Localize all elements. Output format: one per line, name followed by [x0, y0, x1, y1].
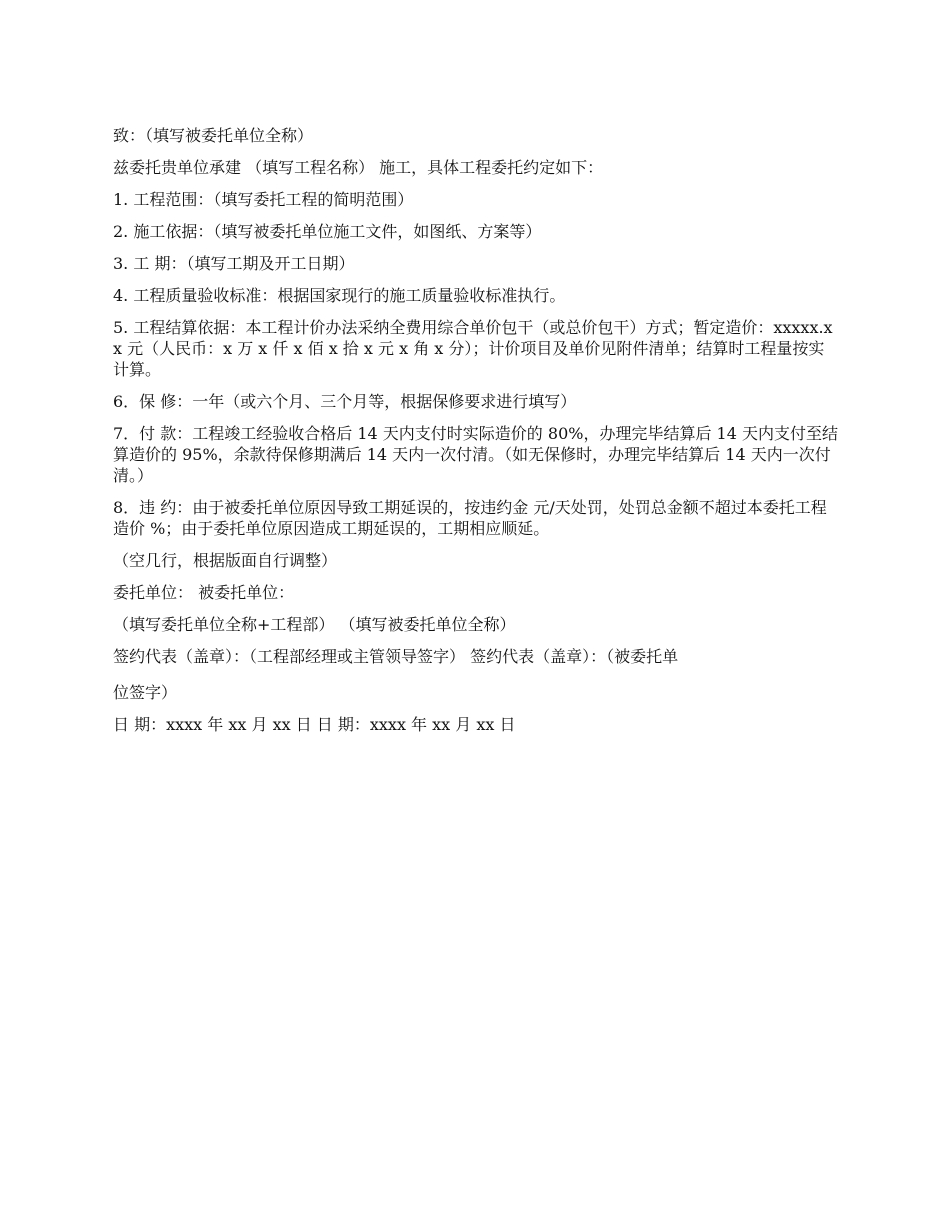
signature-line: 签约代表（盖章）：（工程部经理或主管领导签字） 签约代表（盖章）：（被委托单 — [113, 647, 679, 666]
clause-payment: 7．付 款：工程竣工经验收合格后 14 天内支付时实际造价的 80%，办理完毕结算后 14 天内支付至结算造价的 95%，余款待保修期满后 14 天内一次付清。（如无保修时，办理完毕结算后 14 天内一次付清。） — [113, 424, 838, 485]
clause-breach: 8．违 约：由于被委托单位原因导致工期延误的，按违约金 元/天处罚，处罚总金额不超过本委托工程造价 %；由于委托单位原因造成工期延误的，工期相应顺延。 — [113, 498, 827, 538]
clause-basis: 2. 施工依据：（填写被委托单位施工文件，如图纸、方案等） — [113, 222, 542, 241]
signature-line-continued: 位签字） — [113, 683, 178, 702]
clause-period: 3. 工 期：（填写工期及开工日期） — [113, 254, 355, 273]
parties-label-line: 委托单位： 被委托单位： — [113, 583, 295, 602]
parties-name-line: （填写委托单位全称+工程部） （填写被委托单位全称） — [113, 615, 516, 634]
blank-lines-note: （空几行，根据版面自行调整） — [113, 551, 338, 570]
clause-scope: 1. 工程范围：（填写委托工程的简明范围） — [113, 190, 414, 209]
clause-settlement: 5. 工程结算依据：本工程计价办法采纳全费用综合单价包干（或总价包干）方式；暂定造价：xxxxx.xx 元（人民币：x 万 x 仟 x 佰 x 拾 x 元 x 角 x 分）；计价项目及单价见附件清单；结算时工程量按实计算。 — [113, 318, 833, 379]
commission-intro: 兹委托贵单位承建 （填写工程名称） 施工，具体工程委托约定如下： — [113, 158, 604, 177]
document-body — [113, 125, 838, 746]
date-line: 日 期：xxxx 年 xx 月 xx 日 日 期：xxxx 年 xx 月 xx 日 — [113, 715, 516, 734]
clause-warranty: 6．保 修：一年（或六个月、三个月等，根据保修要求进行填写） — [113, 392, 577, 411]
addressee-line: 致：（填写被委托单位全称） — [113, 126, 314, 145]
clause-quality: 4. 工程质量验收标准：根据国家现行的施工质量验收标准执行。 — [113, 286, 566, 305]
